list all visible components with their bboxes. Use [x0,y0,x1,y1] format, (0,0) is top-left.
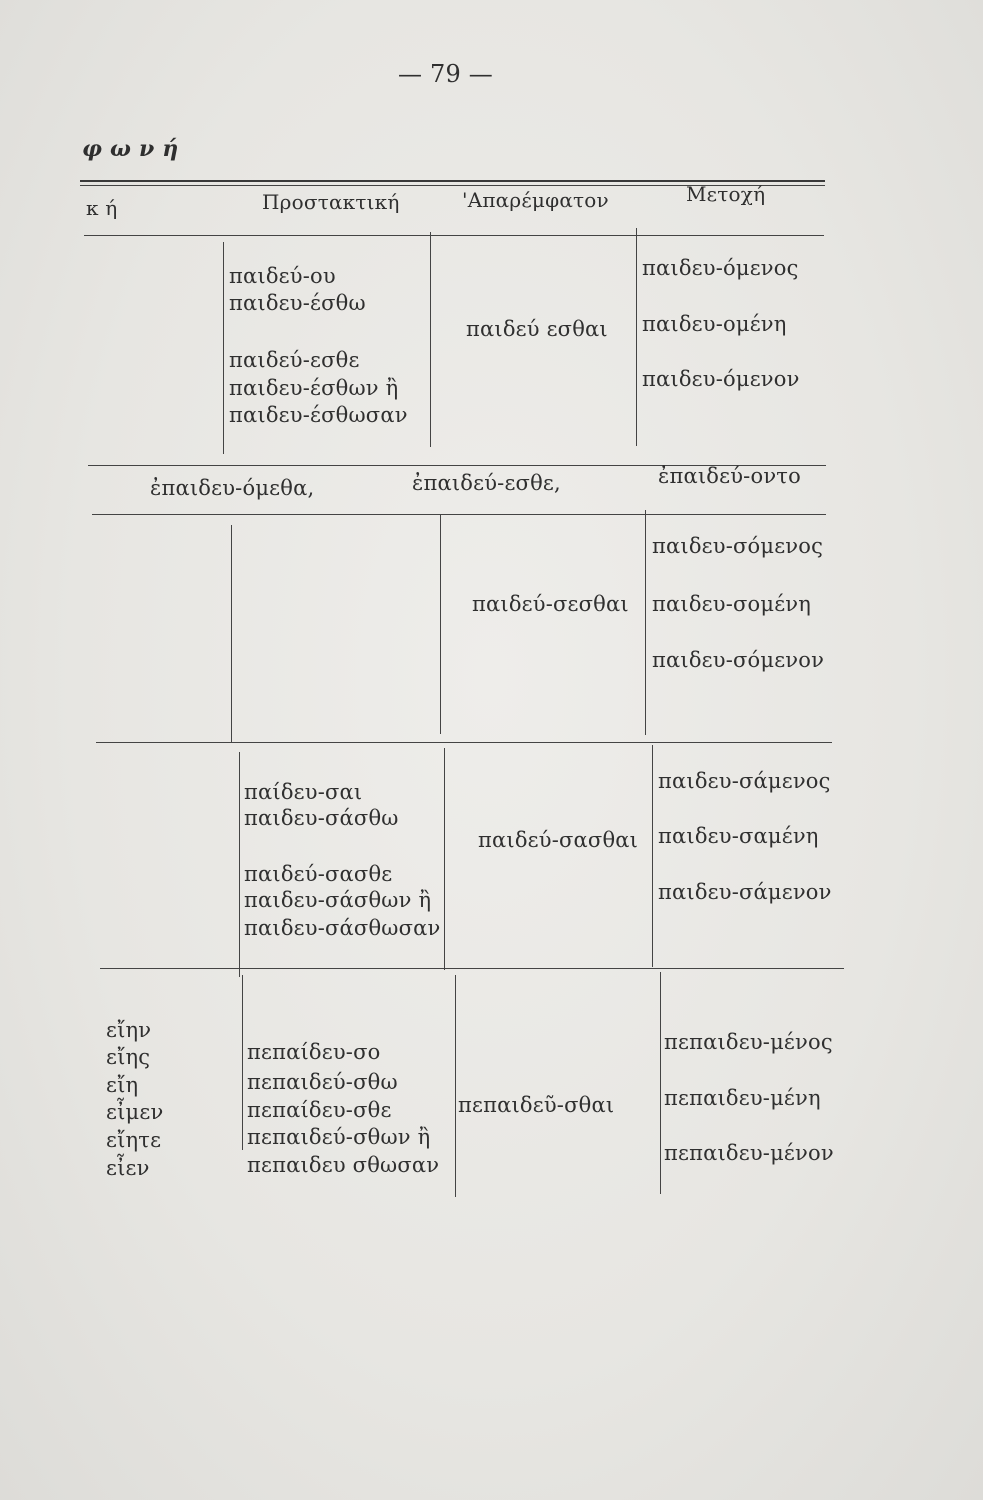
block1-imperative-3: παιδεύ-εσθε [229,348,360,372]
block4-participle-2: πεπαιδευ-μένη [664,1086,821,1110]
block4-divider-1 [242,975,243,1150]
imperfect-form-2: ἐπαιδεύ-εσθε, [412,471,561,495]
block3-divider-3 [652,745,653,967]
block4-participle-1: πεπαιδευ-μένος [664,1030,833,1054]
block4-imperative-2: πεπαιδεύ-σθω [247,1070,398,1094]
block4-optative-5: εἴητε [106,1128,162,1152]
block2-participle-3: παιδευ-σόμενον [652,648,825,672]
block3-imperative-5: παιδευ-σάσθωσαν [244,916,441,940]
imperfect-form-1: ἐπαιδευ-όμεθα, [150,476,315,500]
block1-divider-2 [430,232,431,447]
header-participle: Μετοχή [686,182,766,206]
block1-participle-1: παιδευ-όμενος [642,256,799,280]
block1-divider-1 [223,242,224,454]
block3-divider-2 [444,748,445,970]
block3-participle-2: παιδευ-σαμένη [658,824,819,848]
block1-participle-2: παιδευ-ομένη [642,312,787,336]
voice-heading: φ ω ν ή [82,136,179,162]
block4-imperative-5: πεπαιδευ σθωσαν [247,1153,440,1177]
page-number: — 79 — [398,60,493,88]
block4-infinitive: πεπαιδεῦ-σθαι [458,1093,615,1117]
block4-imperative-1: πεπαίδευ-σο [247,1040,381,1064]
header-col1: κ ή [86,196,118,220]
block3-participle-1: παιδευ-σάμενος [658,769,831,793]
block4-divider-2 [455,975,456,1197]
block4-optative-2: εἴης [106,1045,151,1069]
block1-imperative-2: παιδευ-έσθω [229,291,366,315]
block3-infinitive: παιδεύ-σασθαι [478,828,639,852]
header-bottom-rule [84,235,824,236]
imperfect-bottom-rule [92,514,826,515]
block2-divider-3 [645,510,646,735]
block3-imperative-3: παιδεύ-σασθε [244,862,393,886]
block4-optative-3: εἴη [106,1073,139,1097]
block1-imperative-1: παιδεύ-ου [229,264,336,288]
block1-imperative-5: παιδευ-έσθωσαν [229,403,408,427]
block3-imperative-1: παίδευ-σαι [244,780,363,804]
block4-participle-3: πεπαιδευ-μένον [664,1141,834,1165]
block2-infinitive: παιδεύ-σεσθαι [472,592,629,616]
header-infinitive: 'Απαρέμφατον [462,188,609,212]
block4-optative-6: εἶεν [106,1156,150,1180]
block2-divider-2 [440,514,441,734]
imperfect-form-3: ἐπαιδεύ-οντο [658,464,801,488]
block3-imperative-2: παιδευ-σάσθω [244,806,399,830]
block1-participle-3: παιδευ-όμενον [642,367,800,391]
block2-divider-1 [231,525,232,743]
block3-imperative-4: παιδευ-σάσθων ἢ [244,888,432,912]
block1-imperative-4: παιδευ-έσθων ἢ [229,376,399,400]
block4-optative-4: εἶμεν [106,1100,164,1124]
block2-participle-2: παιδευ-σομένη [652,592,812,616]
block3-divider-1 [239,752,240,977]
block2-bottom-rule [96,742,832,743]
block4-imperative-4: πεπαιδεύ-σθων ἢ [247,1125,431,1149]
block3-bottom-rule [100,968,844,969]
block1-infinitive: παιδεύ εσθαι [466,317,608,341]
block4-optative-1: εἴην [106,1018,152,1042]
block1-divider-3 [636,228,637,446]
block4-imperative-3: πεπαίδευ-σθε [247,1098,392,1122]
block2-participle-1: παιδευ-σόμενος [652,534,824,558]
block3-participle-3: παιδευ-σάμενον [658,880,832,904]
header-imperative: Προστακτική [262,190,400,214]
block4-divider-3 [660,972,661,1194]
